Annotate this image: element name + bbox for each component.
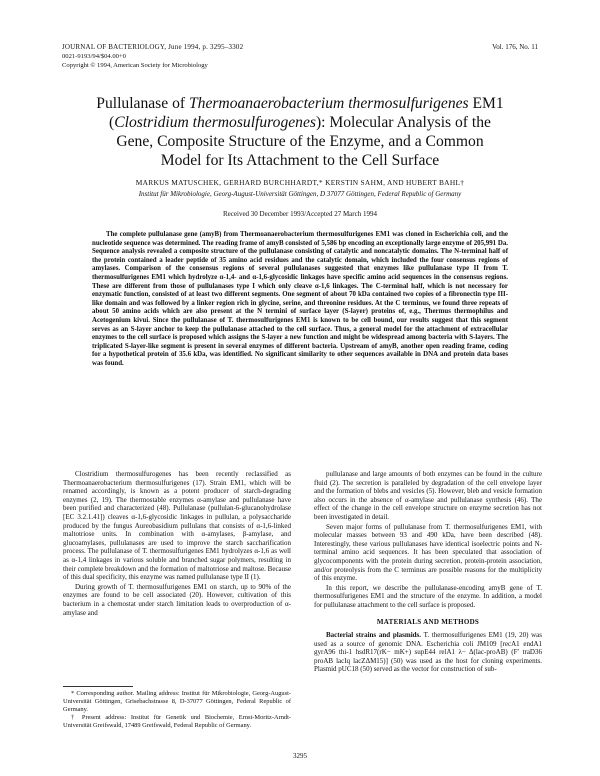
body-paragraph: In this report, we describe the pullulanase-encoding amyB gene of T. thermosulfurigenes EM1 and the structure of the enzyme. In addition, a model for pullulanase attachment to the cell surface is proposed. [314, 583, 542, 609]
abstract: The complete pullulanase gene (amyB) from Thermoanaerobacterium thermosulfurigenes EM1 was cloned in Escherichia coli, and the nucleotide sequence was determined. The reading frame of amyB consisted of 5,586 bp encoding an exceptionally large enzyme of 205,991 Da. Sequence analysis revealed a composite structure of the pullulanase consisting of catalytic and noncatalytic domains. The N-terminal half of the protein contained a leader peptide of 35 amino acid residues and the catalytic domain, which included the four consensus regions of amylases. Comparison of the consensus regions of several pullulanases suggested that enzymes like pullulanase type II from T. thermosulfurigenes EM1 which hydrolyze α-1,4- and α-1,6-glycosidic linkages have specific amino acid sequences in the consensus regions. These are different from those of pullulanases type I which only cleave α-1,6 linkages. The C-terminal half, which is not necessary for enzymatic function, consisted of at least two different segments. One segment of about 70 kDa contained two copies of a fibronectin type III-like domain and was followed by a linker region rich in glycine, serine, and threonine residues. At the C terminus, we found three repeats of about 50 amino acids which are also present at the N termini of surface layer (S-layer) proteins of, e.g., Thermus thermophilus and Acetogenium kivui. Since the pullulanase of T. thermosulfurigenes EM1 is known to be cell bound, our results suggest that this segment serves as an S-layer anchor to keep the pullulanase attached to the cell surface. Thus, a general model for the attachment of extracellular enzymes to the cell surface is proposed which assigns the S-layer a new function and might be widespread among bacteria with S-layers. The triplicated S-layer-like segment is present in several enzymes of different bacteria. Upstream of amyB, another open reading frame, coding for a hypothetical protein of 35.6 kDa, was identified. No significant similarity to other sequences available in DNA and protein data bases was found. [92, 231, 508, 367]
title-line-4: Model for Its Attachment to the Cell Surface [160, 152, 440, 169]
footnote-divider [63, 686, 133, 687]
section-heading: MATERIALS AND METHODS [376, 617, 480, 626]
journal-header [62, 43, 538, 79]
title-line-3: Gene, Composite Structure of the Enzyme, and a Common [116, 133, 484, 150]
left-column [63, 470, 291, 618]
copyright: Copyright © 1994, American Society for Microbiology [62, 62, 208, 69]
title-line-2: (Clostridium thermosulfurogenes): Molecular Analysis of the [109, 114, 491, 131]
body-paragraph: Seven major forms of pullulanase from T. thermosulfurigenes EM1, with molecular masses between 93 and 490 kDa, have been described (48). Interestingly, these various pullulanases have identical isoelectric points and N-terminal amino acid sequences. It has been speculated that association of glycocomponents with the protein during secretion, protein-protein association, and/or proteolysis from the C terminus are possible reasons for the multiplicity of this enzyme. [314, 522, 542, 583]
body-paragraph: During growth of T. thermosulfurigenes EM1 on starch, up to 90% of the enzymes are found to be cell associated (20). However, cultivation of this bacterium in a chemostat under starch limitation leads to overproduction of α-amylase and [63, 582, 291, 617]
page-number: 3295 [293, 752, 307, 760]
footnotes [63, 690, 291, 730]
authors: MARKUS MATUSCHEK, GERHARD BURCHHARDT,* KERSTIN SAHM, AND HUBERT BAHL† [135, 178, 465, 187]
footnote: † Present address: Institut für Genetik und Biochemie, Ernst-Moritz-Arndt-Universität Greifswald, 17489 Greifswald, Federal Republic of Germany. [63, 714, 291, 729]
issn: 0021-9193/94/$04.00+0 [62, 53, 126, 60]
affiliation: Institut für Mikrobiologie, Georg-August-Universität Göttingen, D 37077 Göttingen, Federal Republic of Germany [138, 190, 462, 198]
article-title [62, 94, 538, 170]
footnote: * Corresponding author. Mailing address: Institut für Mikrobiologie, Georg-August-Universität Göttingen, Grisebachstrasse 8, D-37077 Göttingen, Federal Republic of Germany. [63, 690, 291, 713]
volume-issue: Vol. 176, No. 11 [492, 43, 538, 51]
body-paragraph: Bacterial strains and plasmids. T. thermosulfurigenes EM1 (19, 20) was used as a source of genomic DNA. Escherichia coli JM109 [recA1 endA1 gyrA96 thi-1 hsdR17(rK− mK+) supE44 relA1 λ− Δ(lac-proAB) (F′ traD36 proAB lacIq lacZΔM15)] (50) was used as the host for cloning experiments. Plasmid pUC18 (50) served as the vector for construction of sub- [314, 631, 542, 674]
body-paragraph: pullulanase and large amounts of both enzymes can be found in the culture fluid (2). The secretion is paralleled by degradation of the cell envelope layer and the formation of blebs and vesicles (5). However, bleb and vesicle formation also occurs in the absence of α-amylase and pullulanase synthesis (46). The effect of the change in the cell envelope structure on enzyme secretion has not been investigated in detail. [314, 470, 542, 521]
received-dates: Received 30 December 1993/Accepted 27 March 1994 [223, 210, 377, 218]
body-paragraph: Clostridium thermosulfurogenes has been recently reclassified as Thermoanaerobacterium thermosulfurigenes (17). Strain EM1, which will be renamed accordingly, is known as a potent producer of starch-degrading enzymes (2, 19). The thermostable enzymes α-amylase and pullulanase have been purified and characterized (48). Pullulanase (pullulan-6-glucanohydrolase [EC 3.2.1.41]) cleaves α-1,6-glycosidic linkages in pullulan, a polysaccharide produced by the fungus Aureobasidium pullulans that consists of α-1,6-linked maltotriose units. In combination with α-amylases, β-amylase, and glucoamylases, pullulanases are used to improve the starch saccharification process. The pullulanase of T. thermosulfurigenes EM1 hydrolyzes α-1,6 as well as α-1,4 linkages in various soluble and branched sugar polymers, resulting in their complete breakdown and the formation of maltotriose and maltose. Because of this dual specificity, this enzyme was named pullulanase type II (1). [63, 470, 291, 582]
journal-citation: JOURNAL OF BACTERIOLOGY, June 1994, p. 3295–3302 [62, 43, 244, 51]
title-line-1: Pullulanase of Thermoanaerobacterium thermosulfurigenes EM1 [96, 95, 504, 112]
subsection-heading: Bacterial strains and plasmids. [326, 631, 422, 640]
right-column [314, 470, 542, 675]
